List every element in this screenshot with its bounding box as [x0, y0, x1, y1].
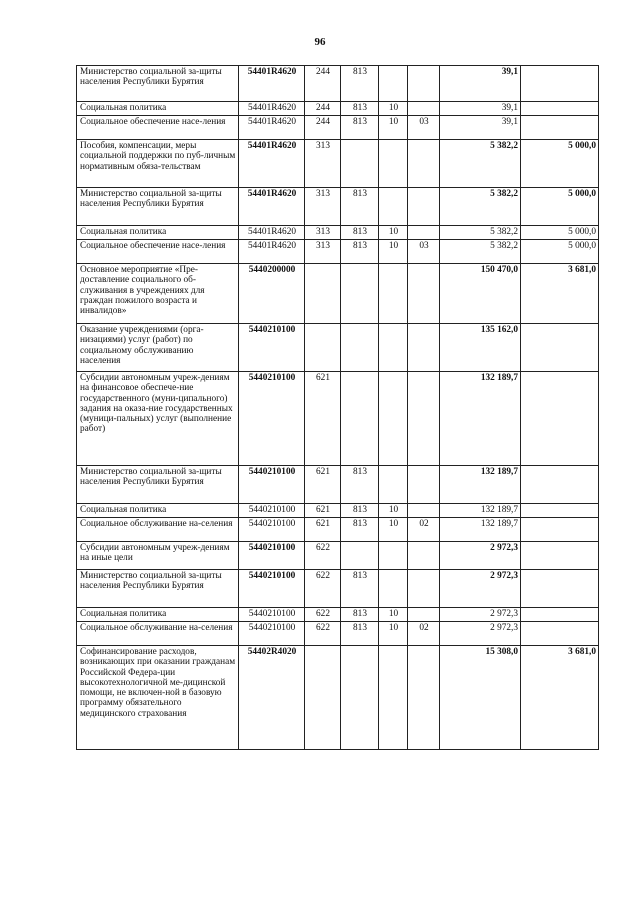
- administrator-code-cell: 813: [341, 226, 379, 240]
- amount-federal-cell: [521, 622, 599, 646]
- expense-type-code-cell: 244: [305, 102, 341, 116]
- row-name-cell: Софинансирование расходов, возникающих при оказании гражданам Российской Федера-ции высокотехнологичной ме-дицинской помощи, не включен-ной в базовую программу обязательного медицинского страхования: [77, 646, 239, 750]
- administrator-code-cell: [341, 264, 379, 324]
- amount-total-cell: 15 308,0: [440, 646, 521, 750]
- amount-total-cell: 132 189,7: [440, 466, 521, 504]
- administrator-code-cell: [341, 542, 379, 570]
- administrator-code-cell: 813: [341, 466, 379, 504]
- amount-total-cell: 2 972,3: [440, 542, 521, 570]
- expense-type-code-cell: 621: [305, 518, 341, 542]
- amount-federal-cell: [521, 570, 599, 608]
- expense-type-code-cell: 313: [305, 140, 341, 188]
- table-row: [77, 504, 599, 518]
- section-code-cell: 10: [379, 518, 408, 542]
- expense-type-code-cell: 313: [305, 188, 341, 226]
- amount-federal-cell: 5 000,0: [521, 188, 599, 226]
- section-code-cell: [379, 188, 408, 226]
- subsection-code-cell: [408, 102, 440, 116]
- subsection-code-cell: [408, 264, 440, 324]
- page-number: 96: [314, 36, 326, 48]
- expense-type-code-cell: 622: [305, 570, 341, 608]
- table-row: [77, 466, 599, 504]
- administrator-code-cell: 813: [341, 66, 379, 102]
- amount-total-cell: 39,1: [440, 116, 521, 140]
- row-name-cell: Социальное обслуживание на-селения: [77, 622, 239, 646]
- amount-federal-cell: 5 000,0: [521, 240, 599, 264]
- amount-total-cell: 5 382,2: [440, 188, 521, 226]
- row-name-cell: Основное мероприятие «Пре-доставление социального об-служивания в учреждениях для граждан пожилого возраста и инвалидов»: [77, 264, 239, 324]
- target-article-code-cell: 5440210100: [239, 570, 305, 608]
- subsection-code-cell: [408, 466, 440, 504]
- amount-total-cell: 5 382,2: [440, 140, 521, 188]
- amount-total-cell: 5 382,2: [440, 240, 521, 264]
- expense-type-code-cell: [305, 264, 341, 324]
- section-code-cell: 10: [379, 504, 408, 518]
- amount-total-cell: 135 162,0: [440, 324, 521, 372]
- row-name-cell: Министерство социальной за-щиты населения Республики Бурятия: [77, 66, 239, 102]
- section-code-cell: [379, 570, 408, 608]
- target-article-code-cell: 54401R4620: [239, 188, 305, 226]
- section-code-cell: [379, 372, 408, 466]
- administrator-code-cell: 813: [341, 102, 379, 116]
- amount-federal-cell: [521, 324, 599, 372]
- table-row: [77, 622, 599, 646]
- table-row: [77, 240, 599, 264]
- table-row: [77, 608, 599, 622]
- section-code-cell: [379, 324, 408, 372]
- row-name-cell: Министерство социальной за-щиты населения Республики Бурятия: [77, 570, 239, 608]
- expense-type-code-cell: 244: [305, 116, 341, 140]
- subsection-code-cell: [408, 608, 440, 622]
- target-article-code-cell: 5440200000: [239, 264, 305, 324]
- table-row: [77, 324, 599, 372]
- amount-total-cell: 2 972,3: [440, 622, 521, 646]
- table-row: [77, 372, 599, 466]
- administrator-code-cell: [341, 324, 379, 372]
- amount-total-cell: 132 189,7: [440, 372, 521, 466]
- expense-type-code-cell: 313: [305, 226, 341, 240]
- target-article-code-cell: 54401R4620: [239, 140, 305, 188]
- amount-federal-cell: [521, 466, 599, 504]
- target-article-code-cell: 54401R4620: [239, 66, 305, 102]
- administrator-code-cell: 813: [341, 608, 379, 622]
- amount-federal-cell: [521, 608, 599, 622]
- expense-type-code-cell: 621: [305, 466, 341, 504]
- target-article-code-cell: 5440210100: [239, 504, 305, 518]
- amount-federal-cell: [521, 66, 599, 102]
- table-row: [77, 542, 599, 570]
- table-row: [77, 518, 599, 542]
- amount-total-cell: 132 189,7: [440, 504, 521, 518]
- table-row: [77, 116, 599, 140]
- amount-total-cell: 150 470,0: [440, 264, 521, 324]
- administrator-code-cell: 813: [341, 504, 379, 518]
- amount-total-cell: 2 972,3: [440, 608, 521, 622]
- target-article-code-cell: 5440210100: [239, 372, 305, 466]
- subsection-code-cell: [408, 542, 440, 570]
- row-name-cell: Министерство социальной за-щиты населения Республики Бурятия: [77, 188, 239, 226]
- amount-total-cell: 39,1: [440, 66, 521, 102]
- table-row: [77, 140, 599, 188]
- amount-total-cell: 132 189,7: [440, 518, 521, 542]
- amount-federal-cell: [521, 518, 599, 542]
- table-row: [77, 646, 599, 750]
- subsection-code-cell: [408, 646, 440, 750]
- administrator-code-cell: [341, 140, 379, 188]
- target-article-code-cell: 54401R4620: [239, 116, 305, 140]
- amount-federal-cell: 5 000,0: [521, 140, 599, 188]
- row-name-cell: Субсидии автономным учреж-дениям на иные цели: [77, 542, 239, 570]
- expense-type-code-cell: 313: [305, 240, 341, 264]
- target-article-code-cell: 5440210100: [239, 542, 305, 570]
- subsection-code-cell: [408, 372, 440, 466]
- row-name-cell: Министерство социальной за-щиты населения Республики Бурятия: [77, 466, 239, 504]
- subsection-code-cell: 02: [408, 518, 440, 542]
- table-row: [77, 226, 599, 240]
- expense-type-code-cell: [305, 324, 341, 372]
- section-code-cell: 10: [379, 102, 408, 116]
- row-name-cell: Социальная политика: [77, 608, 239, 622]
- row-name-cell: Социальное обслуживание на-селения: [77, 518, 239, 542]
- row-name-cell: Субсидии автономным учреж-дениям на финансовое обеспече-ние государственного (муни-ципального) задания на оказа-ние государственных (муници-пальных) услуг (выполнение работ): [77, 372, 239, 466]
- row-name-cell: Социальное обеспечение насе-ления: [77, 240, 239, 264]
- row-name-cell: Пособия, компенсации, меры социальной поддержки по пуб-личным нормативным обяза-тельствам: [77, 140, 239, 188]
- table-row: [77, 66, 599, 102]
- expense-type-code-cell: 622: [305, 622, 341, 646]
- row-name-cell: Социальная политика: [77, 504, 239, 518]
- subsection-code-cell: 03: [408, 240, 440, 264]
- table-row: [77, 102, 599, 116]
- amount-federal-cell: [521, 542, 599, 570]
- expense-type-code-cell: [305, 646, 341, 750]
- section-code-cell: 10: [379, 622, 408, 646]
- amount-total-cell: 5 382,2: [440, 226, 521, 240]
- administrator-code-cell: 813: [341, 518, 379, 542]
- section-code-cell: [379, 542, 408, 570]
- amount-federal-cell: [521, 372, 599, 466]
- table-row: [77, 264, 599, 324]
- expense-type-code-cell: 244: [305, 66, 341, 102]
- subsection-code-cell: [408, 140, 440, 188]
- section-code-cell: [379, 646, 408, 750]
- section-code-cell: 10: [379, 226, 408, 240]
- amount-federal-cell: [521, 102, 599, 116]
- target-article-code-cell: 54401R4620: [239, 102, 305, 116]
- target-article-code-cell: 5440210100: [239, 622, 305, 646]
- administrator-code-cell: 813: [341, 116, 379, 140]
- amount-federal-cell: [521, 504, 599, 518]
- row-name-cell: Социальная политика: [77, 226, 239, 240]
- target-article-code-cell: 5440210100: [239, 518, 305, 542]
- administrator-code-cell: 813: [341, 188, 379, 226]
- expense-type-code-cell: 621: [305, 372, 341, 466]
- section-code-cell: 10: [379, 608, 408, 622]
- target-article-code-cell: 5440210100: [239, 608, 305, 622]
- subsection-code-cell: [408, 188, 440, 226]
- administrator-code-cell: 813: [341, 622, 379, 646]
- budget-table: [76, 65, 599, 750]
- administrator-code-cell: 813: [341, 240, 379, 264]
- row-name-cell: Оказание учреждениями (орга-низациями) услуг (работ) по социальному обслуживанию населения: [77, 324, 239, 372]
- table-row: [77, 188, 599, 226]
- target-article-code-cell: 54402R4020: [239, 646, 305, 750]
- target-article-code-cell: 5440210100: [239, 324, 305, 372]
- section-code-cell: [379, 466, 408, 504]
- row-name-cell: Социальная политика: [77, 102, 239, 116]
- amount-federal-cell: 5 000,0: [521, 226, 599, 240]
- amount-federal-cell: [521, 116, 599, 140]
- amount-federal-cell: 3 681,0: [521, 646, 599, 750]
- subsection-code-cell: [408, 570, 440, 608]
- target-article-code-cell: 5440210100: [239, 466, 305, 504]
- section-code-cell: [379, 140, 408, 188]
- subsection-code-cell: [408, 324, 440, 372]
- amount-total-cell: 2 972,3: [440, 570, 521, 608]
- section-code-cell: [379, 264, 408, 324]
- administrator-code-cell: [341, 372, 379, 466]
- subsection-code-cell: 02: [408, 622, 440, 646]
- expense-type-code-cell: 621: [305, 504, 341, 518]
- row-name-cell: Социальное обеспечение насе-ления: [77, 116, 239, 140]
- expense-type-code-cell: 622: [305, 542, 341, 570]
- administrator-code-cell: [341, 646, 379, 750]
- subsection-code-cell: 03: [408, 116, 440, 140]
- table-row: [77, 570, 599, 608]
- target-article-code-cell: 54401R4620: [239, 240, 305, 264]
- section-code-cell: 10: [379, 116, 408, 140]
- amount-total-cell: 39,1: [440, 102, 521, 116]
- subsection-code-cell: [408, 226, 440, 240]
- expense-type-code-cell: 622: [305, 608, 341, 622]
- subsection-code-cell: [408, 504, 440, 518]
- section-code-cell: 10: [379, 240, 408, 264]
- administrator-code-cell: 813: [341, 570, 379, 608]
- subsection-code-cell: [408, 66, 440, 102]
- target-article-code-cell: 54401R4620: [239, 226, 305, 240]
- section-code-cell: [379, 66, 408, 102]
- amount-federal-cell: 3 681,0: [521, 264, 599, 324]
